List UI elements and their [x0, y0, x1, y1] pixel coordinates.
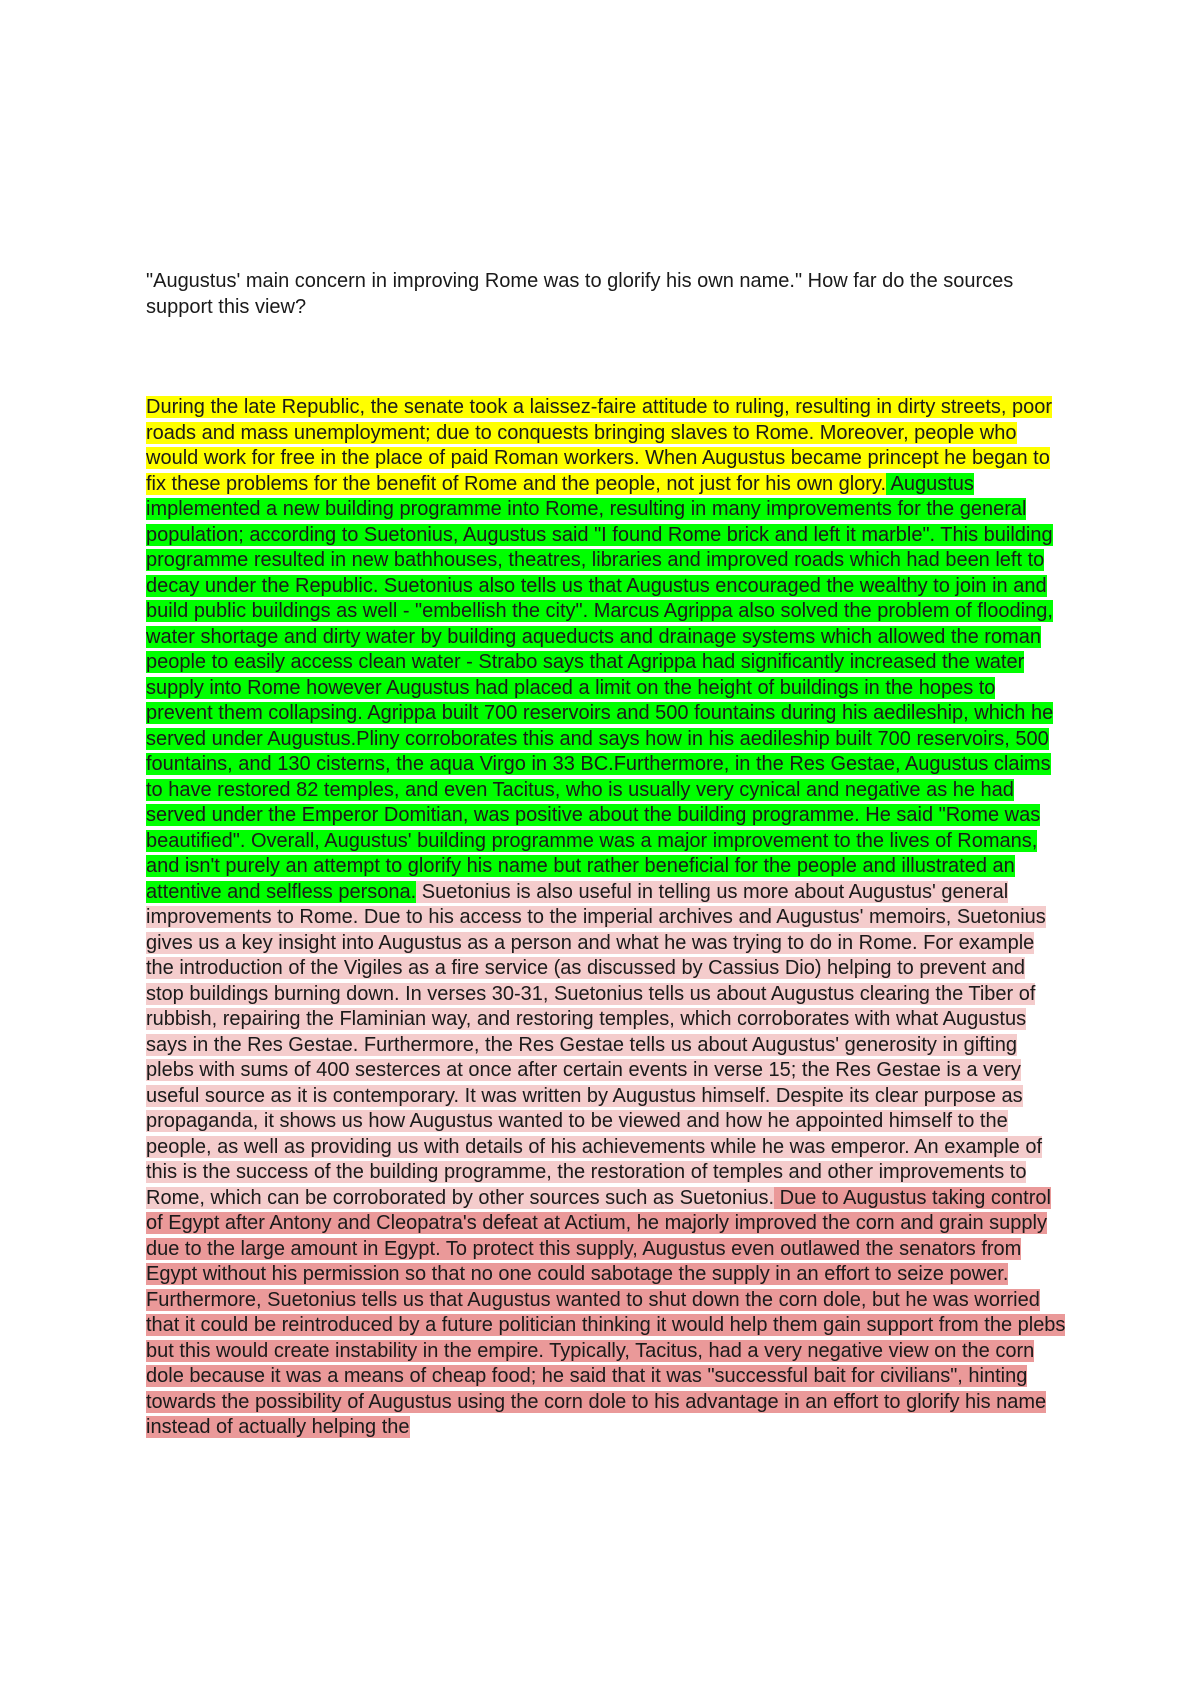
highlight-pink-general-improvements: Suetonius is also useful in telling us more about Augustus' general improvements to Rome. Due to his access to the imperial archives and Augustus' memoirs, Suetonius gives us a key insight into Augustus as a person and what he was trying to do in Rome. For example the introduction of the Vigiles as a fire service (as discussed by Cassius Dio) helping to prevent and stop buildings burning down. In verses 30-31, Suetonius tells us about Augustus clearing the Tiber of rubbish, repairing the Flaminian way, and restoring temples, which corroborates with what Augustus says in the Res Gestae. Furthermore, the Res Gestae tells us about Augustus' generosity in gifting plebs with sums of 400 sesterces at once after certain events in verse 15; the Res Gestae is a very useful source as it is contemporary. It was written by Augustus himself. Despite its clear purpose as propaganda, it shows us how Augustus wanted to be viewed and how he appointed himself to the people, as well as providing us with details of his achievements while he was emperor. An example of this is the success of the building programme, the restoration of temples and other improvements to Rome, which can be corroborated by other sources such as Suetonius.	[146, 880, 1046, 1209]
highlight-red-corn-supply: Due to Augustus taking control of Egypt after Antony and Cleopatra's defeat at Actium, he majorly improved the corn and grain supply due to the large amount in Egypt. To protect this supply, Augustus even outlawed the senators from Egypt without his permission so that no one could sabotage the supply in an effort to seize power. Furthermore, Suetonius tells us that Augustus wanted to shut down the corn dole, but he was worried that it could be reintroduced by a future politician thinking it would help them gain support from the plebs but this would create instability in the empire. Typically, Tacitus, had a very negative view on the corn dole because it was a means of cheap food; he said that it was "successful bait for civilians", hinting towards the possibility of Augustus using the corn dole to his advantage in an effort to glorify his name instead of actually helping the	[146, 1186, 1066, 1438]
essay-question: "Augustus' main concern in improving Rome was to glorify his own name." How far do the sources support this view?	[146, 270, 1014, 318]
essay-body	[146, 395, 1066, 1441]
highlight-yellow-intro: During the late Republic, the senate took a laissez-faire attitude to ruling, resulting in dirty streets, poor roads and mass unemployment; due to conquests bringing slaves to Rome. Moreover, people who would work for free in the place of paid Roman workers. When Augustus became princept he began to fix these problems for the benefit of Rome and the people, not just for his own glory.	[146, 396, 1053, 495]
highlight-green-building-programme: Augustus implemented a new building programme into Rome, resulting in many improvements for the general population; according to Suetonius, Augustus said "I found Rome brick and left it marble". This building programme resulted in new bathhouses, theatres, libraries and improved roads which had been left to decay under the Republic. Suetonius also tells us that Augustus encouraged the wealthy to join in and build public buildings as well - "embellish the city". Marcus Agrippa also solved the problem of flooding, water shortage and dirty water by building aqueducts and drainage systems which allowed the roman people to easily access clean water - Strabo says that Agrippa had significantly increased the water supply into Rome however Augustus had placed a limit on the height of buildings in the hopes to prevent them collapsing. Agrippa built 700 reservoirs and 500 fountains during his aedileship, which he served under Augustus.Pliny corroborates this and says how in his aedileship built 700 reservoirs, 500 fountains, and 130 cisterns, the aqua Virgo in 33 BC.Furthermore, in the Res Gestae, Augustus claims to have restored 82 temples, and even Tacitus, who is usually very cynical and negative as he had served under the Emperor Domitian, was positive about the building programme. He said "Rome was beautified". Overall, Augustus' building programme was a major improvement to the lives of Romans, and isn't purely an attempt to glorify his name but rather beneficial for the people and illustrated an attentive and selfless persona.	[146, 472, 1054, 903]
